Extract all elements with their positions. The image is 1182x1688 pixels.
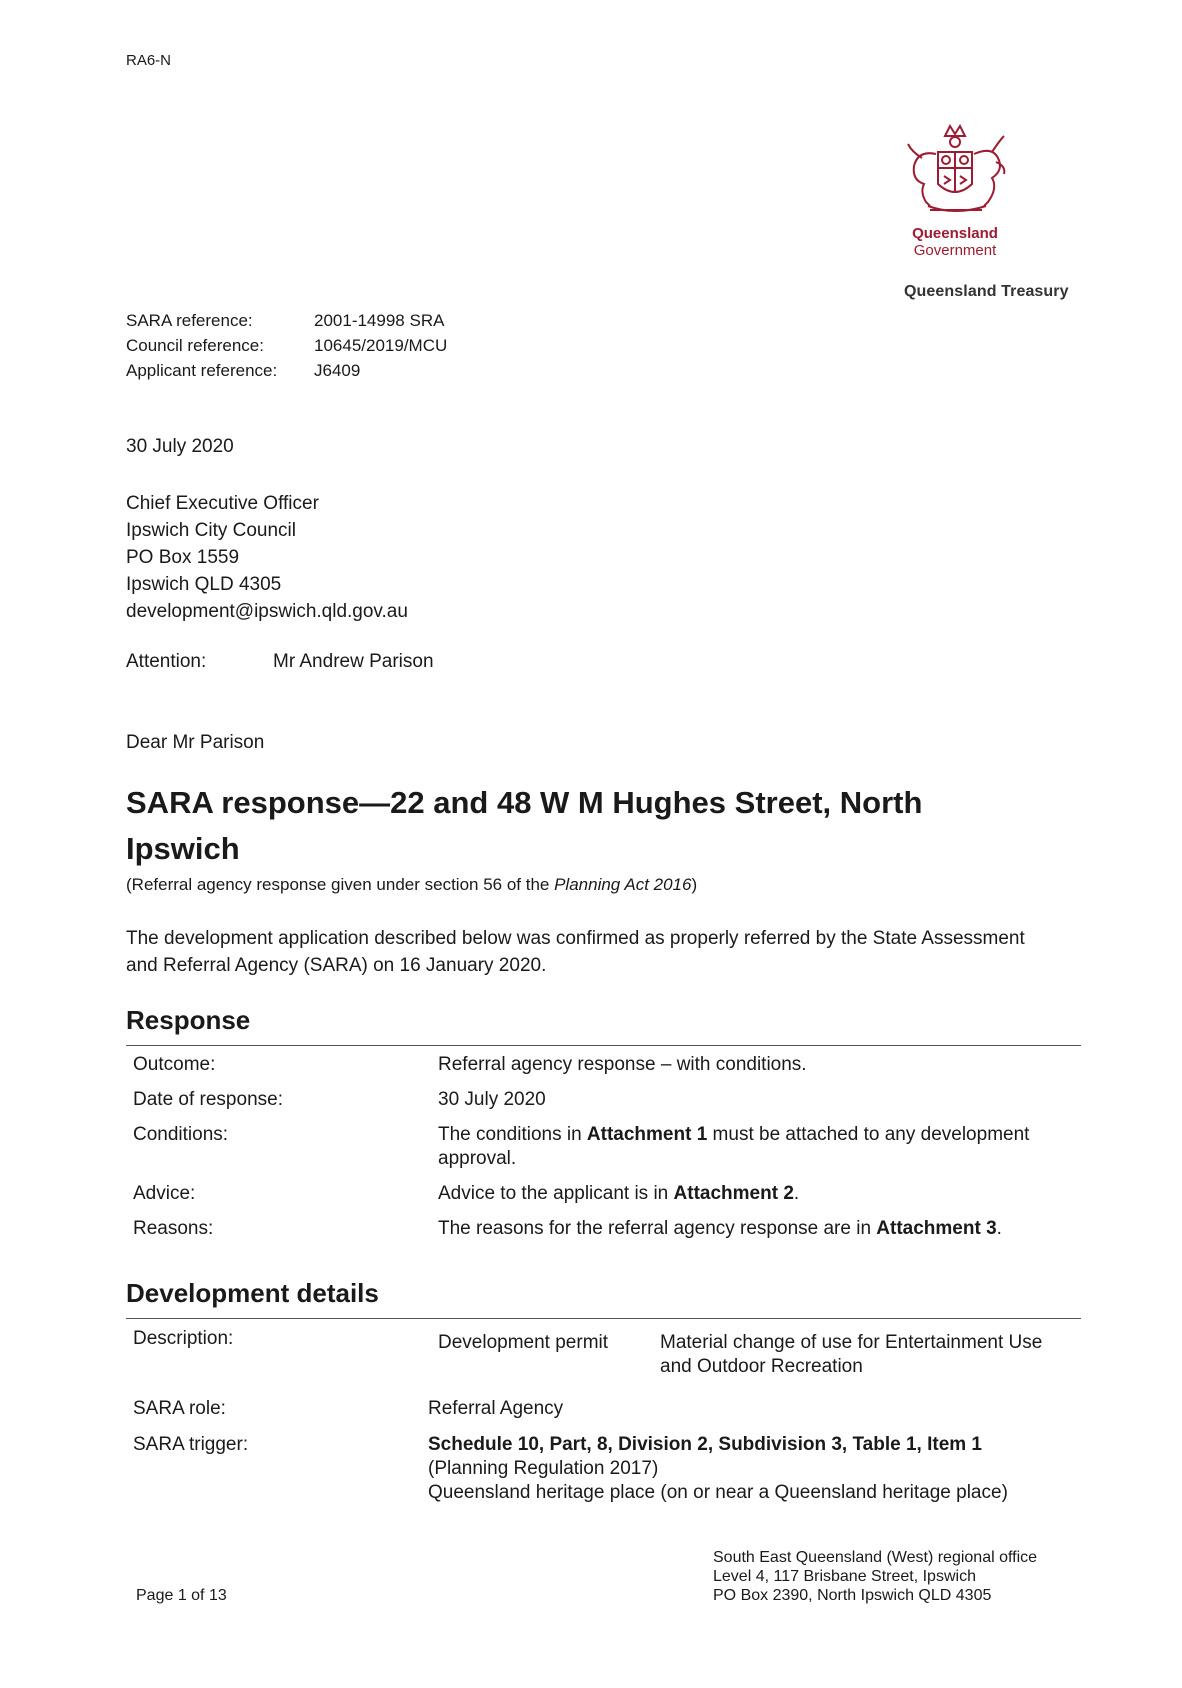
reference-row [126,358,447,383]
permit-description: Material change of use for Entertainment Use and Outdoor Recreation [660,1332,1043,1377]
development-row-trigger [126,1433,1081,1505]
reference-block [126,308,447,383]
row-value [438,1182,1058,1206]
response-divider [126,1045,1081,1046]
row-label: SARA role: [133,1398,226,1419]
reference-value: 2001-14998 SRA [314,311,445,330]
value-text: . [793,1183,800,1204]
act-name: Planning Act 2016 [554,875,692,894]
row-label: Conditions: [133,1124,229,1145]
development-row-description [126,1327,1081,1379]
agency-name: Queensland Treasury [904,283,1069,300]
address-line: Ipswich QLD 4305 [126,574,282,595]
page-number: Page 1 of 13 [136,1587,227,1604]
reference-value: J6409 [314,361,361,380]
row-value [428,1433,1068,1505]
value-text: . [996,1218,1002,1239]
response-table [126,1053,1081,1252]
trigger-regulation: (Planning Regulation 2017) [428,1458,659,1479]
row-label: SARA trigger: [133,1434,249,1455]
reference-label: Council reference: [126,336,264,355]
reference-row [126,333,447,358]
response-row-conditions [126,1123,1081,1171]
development-details-heading: Development details [126,1278,379,1308]
response-row-reasons [126,1217,1081,1241]
row-value: Referral agency response – with conditions. [438,1054,807,1075]
letter-date: 30 July 2020 [126,436,234,457]
attention-line [126,651,434,673]
reference-row [126,308,447,333]
address-line: Ipswich City Council [126,520,296,541]
qld-government-logo [890,122,1020,259]
response-row-outcome [126,1053,1081,1077]
value-text: The reasons for the referral agency response are in [438,1218,877,1239]
attention-label: Attention: [126,651,207,672]
trigger-reference: Schedule 10, Part, 8, Division 2, Subdivision 3, Table 1, Item 1 [428,1434,982,1455]
office-address [713,1548,1037,1605]
value-text: must be attached to any development approval. [438,1124,1030,1169]
attachment-ref: Attachment 3 [876,1218,997,1239]
subtitle-prefix: (Referral agency response given under section 56 of the [126,875,555,894]
row-value [438,1123,1058,1171]
salutation: Dear Mr Parison [126,732,265,753]
address-email: development@ipswich.qld.gov.au [126,601,408,622]
value-text: Advice to the applicant is in [438,1183,674,1204]
attachment-ref: Attachment 2 [673,1183,794,1204]
row-label: Reasons: [133,1218,214,1239]
row-label: Date of response: [133,1089,283,1110]
reference-label: SARA reference: [126,311,253,330]
address-line: Chief Executive Officer [126,493,319,514]
row-label: Outcome: [133,1054,216,1075]
attention-value: Mr Andrew Parison [273,651,434,672]
response-row-advice [126,1182,1081,1206]
logo-government-text: Government [913,242,997,259]
development-table [126,1327,1081,1505]
response-heading: Response [126,1005,251,1035]
reference-label: Applicant reference: [126,361,278,380]
subtitle-suffix: ) [691,875,698,894]
row-value [438,1217,1058,1241]
intro-paragraph: The development application described below was confirmed as properly referred by the State Assessment and Referral Agency (SARA) on 16 January 2020. [126,928,1025,976]
permit-type: Development permit [438,1332,609,1353]
row-label: Description: [133,1328,234,1349]
development-row-role [126,1397,1081,1421]
attachment-ref: Attachment 1 [586,1124,708,1145]
address-line: PO Box 1559 [126,547,240,568]
document-code: RA6-N [126,52,172,69]
row-value: Referral Agency [428,1398,564,1419]
coat-of-arms-icon [900,122,1010,222]
logo-queensland-text: Queensland [912,225,998,242]
response-row-date [126,1088,1081,1112]
office-line: South East Queensland (West) regional office [713,1549,1038,1566]
subtitle [126,875,697,895]
page-title: SARA response—22 and 48 W M Hughes Street, North Ipswich [126,785,923,866]
office-line: Level 4, 117 Brisbane Street, Ipswich [713,1568,976,1585]
reference-value: 10645/2019/MCU [314,336,448,355]
row-label: Advice: [133,1183,196,1204]
trigger-description: Queensland heritage place (on or near a Queensland heritage place) [428,1482,1008,1503]
row-value: 30 July 2020 [438,1089,546,1110]
development-divider [126,1318,1081,1319]
office-line: PO Box 2390, North Ipswich QLD 4305 [713,1587,992,1604]
recipient-address [126,490,408,625]
value-text: The conditions in [438,1124,587,1145]
